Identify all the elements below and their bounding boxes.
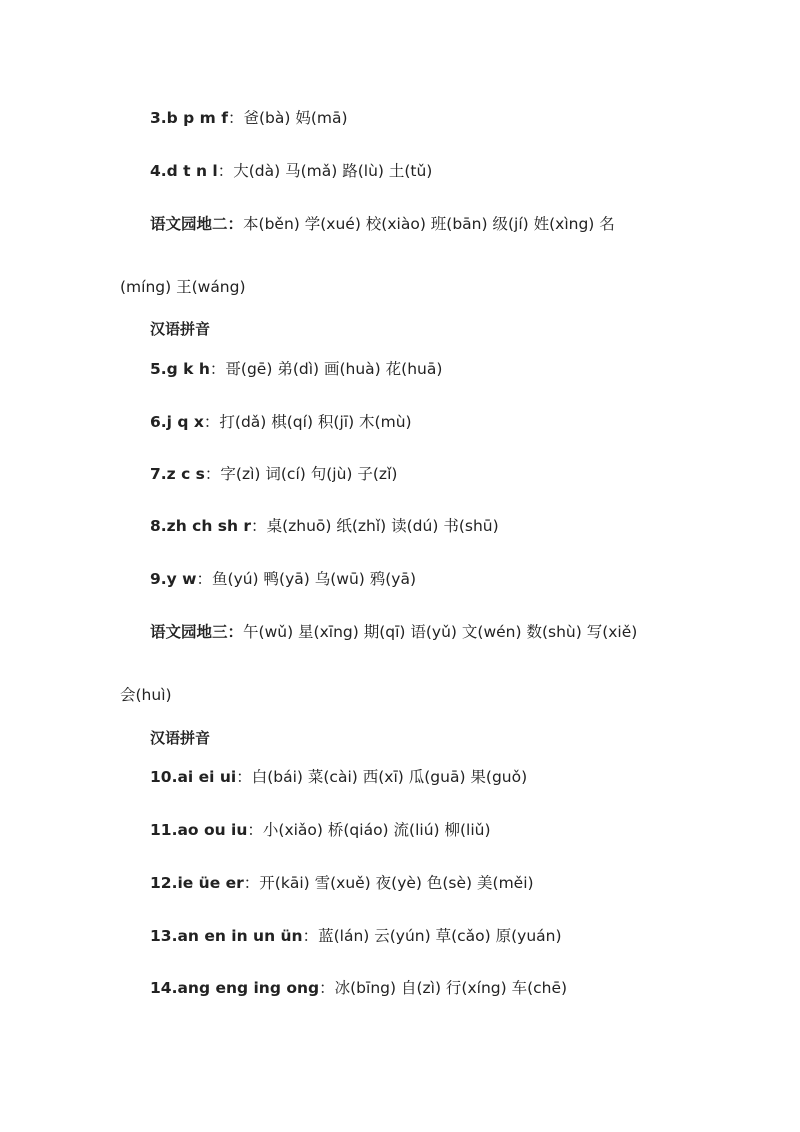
section-title-pinyin [0,318,800,340]
line-words: 哥(gē) 弟(dì) 画(huà) 花(huā) [225,360,443,378]
line-separator: ： [209,360,226,378]
line-separator: ： [227,623,244,641]
line-heading: 14.ang eng ing ong [150,979,320,997]
garden-three-continuation [0,684,800,706]
line-words: (míng) 王(wáng) [120,278,246,296]
line-separator: ： [243,874,260,892]
line-words: 小(xiǎo) 桥(qiáo) 流(liú) 柳(liǔ) [262,821,491,839]
line-heading: 7.z c s [150,465,205,483]
line-words: 大(dà) 马(mǎ) 路(lù) 土(tǔ) [233,162,433,180]
line-heading: 语文园地三 [150,623,228,641]
garden-two-continuation [0,276,800,298]
pinyin-line-12 [0,872,800,894]
line-heading: 3.b p m f [150,109,228,127]
line-heading: 4.d t n l [150,162,218,180]
line-words: 爸(bà) 妈(mā) [243,109,348,127]
line-words: 字(zì) 词(cí) 句(jù) 子(zǐ) [220,465,398,483]
line-separator: ： [236,768,252,786]
line-heading: 13.an en in un ün [150,927,303,945]
line-words: 本(běn) 学(xué) 校(xiào) 班(bān) 级(jí) 姓(xìng) 名 [243,215,615,233]
line-words: 桌(zhuō) 纸(zhǐ) 读(dú) 书(shū) [266,517,499,535]
line-separator: ： [227,215,244,233]
line-separator: ： [319,979,335,997]
pinyin-line-9 [0,568,800,590]
line-heading: 8.zh ch sh r [150,517,252,535]
pinyin-line-4 [0,160,800,182]
line-words: 冰(bīng) 自(zì) 行(xíng) 车(chē) [334,979,568,997]
pinyin-line-11 [0,819,800,841]
line-words: 打(dǎ) 棋(qí) 积(jī) 木(mù) [219,413,412,431]
line-heading: 语文园地二 [150,215,228,233]
pinyin-line-14 [0,977,800,999]
line-separator: ： [227,109,244,127]
pinyin-line-6 [0,411,800,433]
garden-two-line [0,213,800,235]
line-words: 开(kāi) 雪(xuě) 夜(yè) 色(sè) 美(měi) [259,874,534,892]
section-title-pinyin [0,727,800,749]
line-heading: 9.y w [150,570,197,588]
line-separator: ： [203,413,220,431]
garden-three-line [0,621,800,643]
pinyin-line-3 [0,107,800,129]
pinyin-line-8 [0,515,800,537]
line-heading: 11.ao ou iu [150,821,248,839]
pinyin-line-5 [0,358,800,380]
pinyin-line-10 [0,766,800,788]
line-separator: ： [217,162,234,180]
line-separator: ： [251,517,267,535]
line-separator: ： [204,465,221,483]
pinyin-line-13 [0,925,800,947]
line-words: 午(wǔ) 星(xīng) 期(qī) 语(yǔ) 文(wén) 数(shù) 写(xiě) [243,623,638,641]
line-heading: 12.ie üe er [150,874,244,892]
line-words: 白(bái) 菜(cài) 西(xī) 瓜(guā) 果(guǒ) [251,768,528,786]
line-heading: 10.ai ei ui [150,768,237,786]
line-words: 会(huì) [120,686,172,704]
section-title: 汉语拼音 [150,729,211,747]
line-words: 蓝(lán) 云(yún) 草(cǎo) 原(yuán) [318,927,562,945]
line-heading: 6.j q x [150,413,204,431]
line-separator: ： [302,927,319,945]
line-separator: ： [247,821,263,839]
line-heading: 5.g k h [150,360,210,378]
section-title: 汉语拼音 [150,320,211,338]
line-separator: ： [196,570,213,588]
pinyin-line-7 [0,463,800,485]
line-words: 鱼(yú) 鸭(yā) 乌(wū) 鸦(yā) [212,570,417,588]
